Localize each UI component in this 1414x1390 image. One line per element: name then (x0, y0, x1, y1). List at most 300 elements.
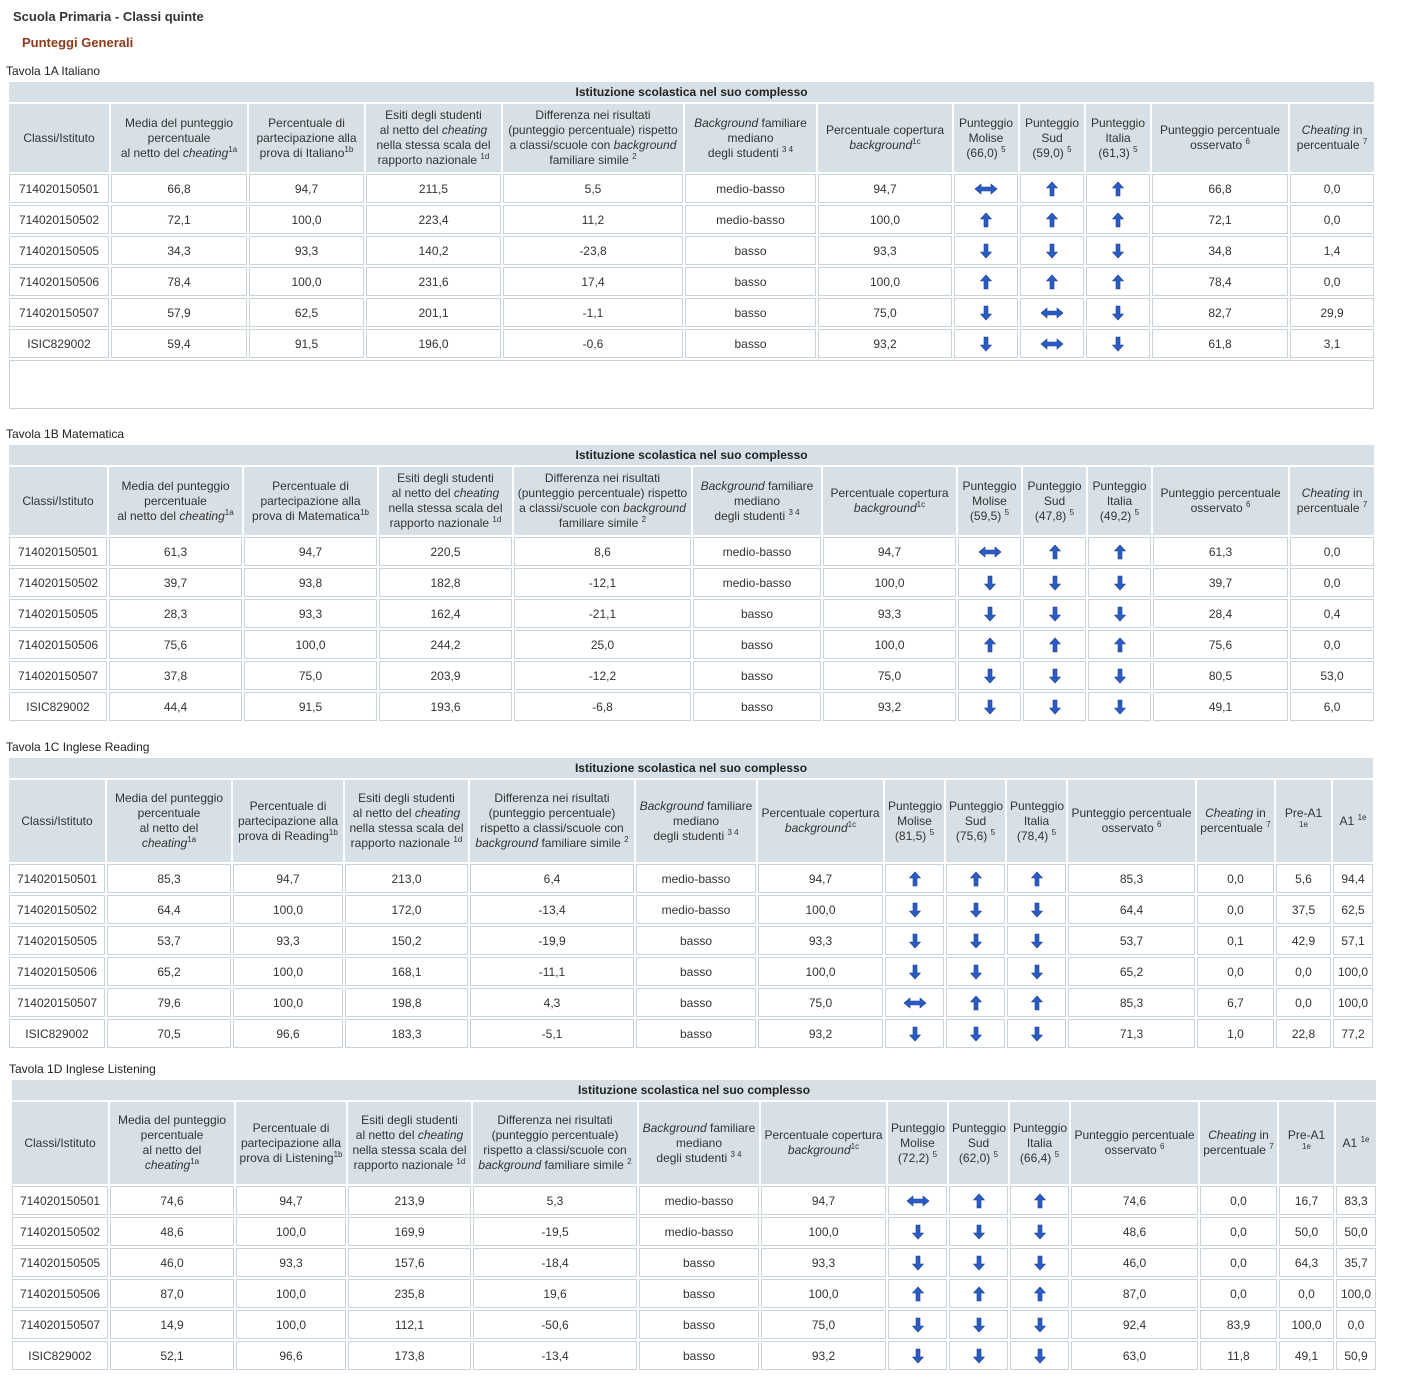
row-label: ISIC829002 (12, 1341, 108, 1370)
value-cell: 0,0 (1290, 630, 1374, 659)
trend-cell (954, 298, 1018, 327)
column-header[interactable]: Punteggio percentuale osservato $^6$ (1071, 1102, 1198, 1184)
trend-cell (946, 864, 1005, 893)
value-cell: 213,0 (345, 864, 468, 893)
value-cell: 75,0 (823, 661, 956, 690)
arrow-up-icon (1114, 637, 1126, 653)
value-cell: -19,9 (470, 926, 634, 955)
column-header[interactable]: Punteggio Sud (75,6) $^5$ (946, 780, 1005, 862)
column-header[interactable]: Pre-A1 $^{1e}$ (1279, 1102, 1334, 1184)
value-cell: 94,7 (818, 174, 952, 203)
table-row (9, 537, 1374, 566)
value-cell: 0,0 (1200, 1279, 1277, 1308)
row-label: ISIC829002 (9, 692, 107, 721)
column-header[interactable]: Background familiare mediano degli studenti $^{3 4}$ (639, 1102, 759, 1184)
column-header[interactable]: Punteggio Italia (61,3) $^5$ (1086, 104, 1150, 172)
column-header[interactable]: Punteggio Molise (66,0) $^5$ (954, 104, 1018, 172)
value-cell: 168,1 (345, 957, 468, 986)
value-cell: 100,0 (1333, 988, 1373, 1017)
value-cell: 203,9 (379, 661, 512, 690)
value-cell: 80,5 (1153, 661, 1288, 690)
trend-cell (1086, 329, 1150, 358)
table-row (9, 988, 1373, 1017)
trend-cell (1020, 267, 1084, 296)
trend-cell (958, 630, 1021, 659)
table-row (9, 329, 1374, 358)
value-cell: 11,2 (503, 205, 683, 234)
value-cell: 83,3 (1336, 1186, 1376, 1215)
trend-cell (1020, 329, 1084, 358)
column-header[interactable]: Media del punteggio percentuale al netto del cheating$^{1a}$ (110, 1102, 234, 1184)
arrow-down-icon (1034, 1348, 1046, 1364)
column-header[interactable]: Esiti degli studenti al netto del cheating nella stessa scala del rapporto nazionale $^{1d}$ (348, 1102, 471, 1184)
value-cell: 48,6 (1071, 1217, 1198, 1246)
column-header[interactable]: Punteggio Sud (59,0) $^5$ (1020, 104, 1084, 172)
value-cell: 94,7 (249, 174, 364, 203)
arrow-down-icon (970, 1026, 982, 1042)
arrow-left-right-icon (1040, 307, 1064, 319)
row-label: 714020150501 (12, 1186, 108, 1215)
value-cell: 96,6 (233, 1019, 343, 1048)
table-row (9, 661, 1374, 690)
value-cell: 63,0 (1071, 1341, 1198, 1370)
arrow-down-icon (1112, 305, 1124, 321)
trend-cell (946, 895, 1005, 924)
row-label: ISIC829002 (9, 1019, 105, 1048)
value-cell: 49,1 (1153, 692, 1288, 721)
column-header[interactable]: Pre-A1 $^{1e}$ (1276, 780, 1331, 862)
column-header[interactable]: Punteggio percentuale osservato $^6$ (1152, 104, 1288, 172)
value-cell: 244,2 (379, 630, 512, 659)
column-header[interactable]: A1 $^{1e}$ (1336, 1102, 1376, 1184)
value-cell: 75,0 (761, 1310, 886, 1339)
arrow-up-icon (1112, 212, 1124, 228)
trend-cell (958, 537, 1021, 566)
value-cell: 19,6 (473, 1279, 637, 1308)
value-cell: 85,3 (1068, 864, 1195, 893)
trend-cell (954, 267, 1018, 296)
column-header[interactable]: Percentuale copertura background$^{1c}$ (823, 467, 956, 535)
column-header[interactable]: Punteggio Molise (59,5) $^5$ (958, 467, 1021, 535)
trend-cell (885, 1019, 944, 1048)
value-cell: basso (639, 1248, 759, 1277)
row-label: 714020150507 (12, 1310, 108, 1339)
value-cell: 93,3 (249, 236, 364, 265)
arrow-down-icon (909, 902, 921, 918)
value-cell: medio-basso (693, 537, 821, 566)
value-cell: 39,7 (109, 568, 242, 597)
trend-cell (1088, 661, 1151, 690)
table-section-matematica (5, 425, 1376, 723)
column-header[interactable]: Percentuale di partecipazione alla prova di Italiano$^{1b}$ (249, 104, 364, 172)
table-row (12, 1186, 1376, 1215)
arrow-down-icon (912, 1255, 924, 1271)
column-header[interactable]: Percentuale di partecipazione alla prova di Listening$^{1b}$ (236, 1102, 346, 1184)
arrow-down-icon (984, 699, 996, 715)
arrow-down-icon (1112, 243, 1124, 259)
column-header[interactable]: Background familiare mediano degli studenti $^{3 4}$ (685, 104, 816, 172)
value-cell: 53,7 (107, 926, 231, 955)
value-cell: 29,9 (1290, 298, 1374, 327)
value-cell: -1,1 (503, 298, 683, 327)
value-cell: 25,0 (514, 630, 691, 659)
arrow-up-icon (984, 637, 996, 653)
value-cell: 0,0 (1197, 957, 1274, 986)
trend-cell (1010, 1186, 1069, 1215)
value-cell: 0,0 (1276, 957, 1331, 986)
trend-cell (949, 1310, 1008, 1339)
value-cell: 75,6 (109, 630, 242, 659)
value-cell: 1,4 (1290, 236, 1374, 265)
table-row (9, 236, 1374, 265)
value-cell: 53,7 (1068, 926, 1195, 955)
table-row (9, 599, 1374, 628)
value-cell: 0,0 (1290, 205, 1374, 234)
trend-cell (1007, 926, 1066, 955)
trend-cell (1007, 988, 1066, 1017)
value-cell: 100,0 (823, 568, 956, 597)
row-label: 714020150506 (9, 630, 107, 659)
value-cell: 94,7 (823, 537, 956, 566)
arrow-up-icon (980, 274, 992, 290)
trend-cell (1086, 236, 1150, 265)
value-cell: 93,8 (244, 568, 377, 597)
value-cell: 39,7 (1153, 568, 1288, 597)
value-cell: 0,0 (1290, 267, 1374, 296)
arrow-down-icon (1114, 575, 1126, 591)
value-cell: 0,0 (1200, 1186, 1277, 1215)
value-cell: 94,7 (236, 1186, 346, 1215)
value-cell: 0,0 (1276, 988, 1331, 1017)
row-label: 714020150502 (9, 205, 109, 234)
table-row (9, 864, 1373, 893)
value-cell: 93,2 (758, 1019, 883, 1048)
arrow-down-icon (912, 1224, 924, 1240)
column-header[interactable]: Punteggio Italia (49,2) $^5$ (1088, 467, 1151, 535)
column-header[interactable]: Punteggio Molise (81,5) $^5$ (885, 780, 944, 862)
value-cell: 162,4 (379, 599, 512, 628)
value-cell: 150,2 (345, 926, 468, 955)
column-header[interactable]: Classi/Istituto (9, 104, 109, 172)
arrow-down-icon (1049, 606, 1061, 622)
arrow-up-icon (1046, 212, 1058, 228)
value-cell: 74,6 (1071, 1186, 1198, 1215)
value-cell: -12,2 (514, 661, 691, 690)
arrow-up-icon (1049, 544, 1061, 560)
arrow-down-icon (912, 1317, 924, 1333)
table-row (9, 267, 1374, 296)
value-cell: basso (639, 1341, 759, 1370)
row-label: 714020150507 (9, 298, 109, 327)
value-cell: 87,0 (110, 1279, 234, 1308)
arrow-down-icon (1049, 575, 1061, 591)
table-title: Tavola 1B Matematica (6, 427, 125, 441)
arrow-up-icon (1031, 871, 1043, 887)
value-cell: basso (636, 926, 756, 955)
table-row (9, 1019, 1373, 1048)
trend-cell (1023, 630, 1086, 659)
row-label: 714020150501 (9, 174, 109, 203)
value-cell: 44,4 (109, 692, 242, 721)
value-cell: 16,7 (1279, 1186, 1334, 1215)
trend-cell (1086, 267, 1150, 296)
value-cell: 100,0 (818, 205, 952, 234)
column-header[interactable]: Cheating in percentuale $^7$ (1200, 1102, 1277, 1184)
value-cell: -18,4 (473, 1248, 637, 1277)
value-cell: 52,1 (110, 1341, 234, 1370)
column-header[interactable]: Media del punteggio percentuale al netto del cheating$^{1a}$ (109, 467, 242, 535)
arrow-down-icon (984, 575, 996, 591)
trend-cell (1086, 205, 1150, 234)
value-cell: 0,0 (1279, 1279, 1334, 1308)
value-cell: medio-basso (639, 1186, 759, 1215)
value-cell: 93,2 (823, 692, 956, 721)
value-cell: 53,0 (1290, 661, 1374, 690)
trend-cell (1007, 1019, 1066, 1048)
table-row (9, 174, 1374, 203)
value-cell: -23,8 (503, 236, 683, 265)
column-header[interactable]: Classi/Istituto (12, 1102, 108, 1184)
trend-cell (1088, 630, 1151, 659)
table-section-listening (8, 1060, 1378, 1372)
arrow-down-icon (973, 1255, 985, 1271)
value-cell: medio-basso (685, 205, 816, 234)
arrow-up-icon (970, 995, 982, 1011)
value-cell: 100,0 (1279, 1310, 1334, 1339)
column-header[interactable]: Media del punteggio percentuale al netto del cheating$^{1a}$ (111, 104, 247, 172)
column-header[interactable]: A1 $^{1e}$ (1333, 780, 1373, 862)
value-cell: 61,3 (109, 537, 242, 566)
row-label: ISIC829002 (9, 329, 109, 358)
value-cell: 93,3 (236, 1248, 346, 1277)
table-row (12, 1279, 1376, 1308)
column-header[interactable]: Esiti degli studenti al netto del cheating nella stessa scala del rapporto nazionale $^{1d}$ (345, 780, 468, 862)
value-cell: 100,0 (236, 1310, 346, 1339)
value-cell: 100,0 (761, 1279, 886, 1308)
arrow-up-icon (1049, 637, 1061, 653)
column-header[interactable]: Media del punteggio percentuale al netto del cheating$^{1a}$ (107, 780, 231, 862)
trend-cell (1010, 1341, 1069, 1370)
scores-table (7, 80, 1376, 411)
table-row (12, 1248, 1376, 1277)
column-header[interactable]: Percentuale copertura background$^{1c}$ (758, 780, 883, 862)
arrow-left-right-icon (978, 546, 1002, 558)
trend-cell (885, 957, 944, 986)
value-cell: 140,2 (366, 236, 501, 265)
value-cell: 17,4 (503, 267, 683, 296)
column-header[interactable]: Background familiare mediano degli studenti $^{3 4}$ (693, 467, 821, 535)
value-cell: 78,4 (1152, 267, 1288, 296)
table-row (9, 692, 1374, 721)
column-header[interactable]: Punteggio Sud (47,8) $^5$ (1023, 467, 1086, 535)
value-cell: 61,3 (1153, 537, 1288, 566)
value-cell: 1,0 (1197, 1019, 1274, 1048)
trend-cell (949, 1341, 1008, 1370)
value-cell: basso (685, 298, 816, 327)
trend-cell (885, 926, 944, 955)
trend-cell (958, 568, 1021, 597)
value-cell: 96,6 (236, 1341, 346, 1370)
column-header[interactable]: Esiti degli studenti al netto del cheating nella stessa scala del rapporto nazionale $^{1d}$ (379, 467, 512, 535)
arrow-up-icon (912, 1286, 924, 1302)
row-label: 714020150501 (9, 537, 107, 566)
arrow-down-icon (973, 1317, 985, 1333)
value-cell: 46,0 (110, 1248, 234, 1277)
value-cell: 72,1 (111, 205, 247, 234)
value-cell: 91,5 (249, 329, 364, 358)
value-cell: 211,5 (366, 174, 501, 203)
row-label: 714020150505 (9, 236, 109, 265)
value-cell: medio-basso (639, 1217, 759, 1246)
value-cell: 62,5 (249, 298, 364, 327)
arrow-down-icon (1031, 964, 1043, 980)
arrow-down-icon (1049, 699, 1061, 715)
column-header[interactable]: Classi/Istituto (9, 467, 107, 535)
trend-cell (958, 692, 1021, 721)
column-header[interactable]: Cheating in percentuale $^7$ (1290, 467, 1374, 535)
column-header[interactable]: Percentuale copertura background$^{1c}$ (761, 1102, 886, 1184)
group-header: Istituzione scolastica nel suo complesso (9, 758, 1373, 778)
column-header[interactable]: Esiti degli studenti al netto del cheating nella stessa scala del rapporto nazionale $^{1d}$ (366, 104, 501, 172)
value-cell: 100,0 (233, 988, 343, 1017)
value-cell: 93,3 (818, 236, 952, 265)
value-cell: 64,3 (1279, 1248, 1334, 1277)
table-title: Tavola 1A Italiano (6, 64, 101, 78)
table-row (9, 630, 1374, 659)
value-cell: 0,0 (1200, 1217, 1277, 1246)
column-header[interactable]: Cheating in percentuale $^7$ (1197, 780, 1274, 862)
trend-cell (954, 205, 1018, 234)
table-title: Tavola 1C Inglese Reading (6, 740, 150, 754)
value-cell: 0,0 (1290, 537, 1374, 566)
value-cell: 172,0 (345, 895, 468, 924)
arrow-down-icon (909, 933, 921, 949)
arrow-left-right-icon (1040, 338, 1064, 350)
value-cell: basso (639, 1279, 759, 1308)
table-row (12, 1341, 1376, 1370)
value-cell: 28,3 (109, 599, 242, 628)
value-cell: 183,3 (345, 1019, 468, 1048)
value-cell: medio-basso (693, 568, 821, 597)
row-label: 714020150506 (12, 1279, 108, 1308)
value-cell: 100,0 (761, 1217, 886, 1246)
value-cell: -19,5 (473, 1217, 637, 1246)
trend-cell (885, 864, 944, 893)
arrow-down-icon (909, 964, 921, 980)
arrow-down-icon (970, 964, 982, 980)
value-cell: 100,0 (818, 267, 952, 296)
trend-cell (888, 1310, 947, 1339)
trend-cell (1010, 1217, 1069, 1246)
trend-cell (1023, 599, 1086, 628)
column-header[interactable]: Punteggio Italia (66,4) $^5$ (1010, 1102, 1069, 1184)
value-cell: 100,0 (758, 957, 883, 986)
arrow-up-icon (1046, 181, 1058, 197)
column-header[interactable]: Differenza nei risultati (punteggio percentuale) rispetto a classi/scuole con background familiare simile $^2$ (473, 1102, 637, 1184)
trend-cell (888, 1341, 947, 1370)
value-cell: 91,5 (244, 692, 377, 721)
value-cell: 182,8 (379, 568, 512, 597)
value-cell: 70,5 (107, 1019, 231, 1048)
column-header[interactable]: Background familiare mediano degli studenti $^{3 4}$ (636, 780, 756, 862)
arrow-down-icon (1031, 1026, 1043, 1042)
arrow-up-icon (980, 212, 992, 228)
value-cell: 100,0 (236, 1217, 346, 1246)
column-header[interactable]: Punteggio Sud (62,0) $^5$ (949, 1102, 1008, 1184)
column-header[interactable]: Punteggio Molise (72,2) $^5$ (888, 1102, 947, 1184)
value-cell: -21,1 (514, 599, 691, 628)
trend-cell (949, 1279, 1008, 1308)
trend-cell (885, 895, 944, 924)
value-cell: 85,3 (107, 864, 231, 893)
trend-cell (1010, 1279, 1069, 1308)
value-cell: 72,1 (1152, 205, 1288, 234)
group-header: Istituzione scolastica nel suo complesso (12, 1080, 1376, 1100)
value-cell: 112,1 (348, 1310, 471, 1339)
arrow-down-icon (1114, 699, 1126, 715)
column-header[interactable]: Differenza nei risultati (punteggio percentuale) rispetto a classi/scuole con background familiare simile $^2$ (470, 780, 634, 862)
column-header[interactable]: Differenza nei risultati (punteggio percentuale) rispetto a classi/scuole con background familiare simile $^2$ (514, 467, 691, 535)
value-cell: 62,5 (1333, 895, 1373, 924)
column-header[interactable]: Cheating in percentuale $^7$ (1290, 104, 1374, 172)
column-header[interactable]: Percentuale di partecipazione alla prova di Matematica$^{1b}$ (244, 467, 377, 535)
value-cell: 0,0 (1197, 895, 1274, 924)
value-cell: -5,1 (470, 1019, 634, 1048)
value-cell: basso (639, 1310, 759, 1339)
value-cell: 93,3 (233, 926, 343, 955)
trend-cell (888, 1217, 947, 1246)
value-cell: 75,0 (818, 298, 952, 327)
value-cell: 85,3 (1068, 988, 1195, 1017)
trend-cell (1020, 174, 1084, 203)
column-header[interactable]: Punteggio Italia (78,4) $^5$ (1007, 780, 1066, 862)
trend-cell (949, 1248, 1008, 1277)
trend-cell (1086, 298, 1150, 327)
value-cell: 78,4 (111, 267, 247, 296)
value-cell: 93,2 (761, 1341, 886, 1370)
trend-cell (954, 174, 1018, 203)
value-cell: 6,0 (1290, 692, 1374, 721)
table-section-italiano (5, 62, 1376, 411)
value-cell: 8,6 (514, 537, 691, 566)
trend-cell (954, 236, 1018, 265)
value-cell: -13,4 (473, 1341, 637, 1370)
value-cell: 94,7 (233, 864, 343, 893)
column-header[interactable]: Punteggio percentuale osservato $^6$ (1153, 467, 1288, 535)
table-row (9, 205, 1374, 234)
row-label: 714020150502 (9, 568, 107, 597)
arrow-up-icon (970, 871, 982, 887)
empty-notes-row (9, 360, 1374, 409)
trend-cell (949, 1217, 1008, 1246)
column-header[interactable]: Classi/Istituto (9, 780, 105, 862)
value-cell: -0,6 (503, 329, 683, 358)
value-cell: 93,3 (244, 599, 377, 628)
value-cell: basso (636, 988, 756, 1017)
row-label: 714020150502 (9, 895, 105, 924)
column-header[interactable]: Percentuale copertura background$^{1c}$ (818, 104, 952, 172)
column-header[interactable]: Percentuale di partecipazione alla prova di Reading$^{1b}$ (233, 780, 343, 862)
row-label: 714020150507 (9, 988, 105, 1017)
column-header[interactable]: Differenza nei risultati (punteggio percentuale) rispetto a classi/scuole con background familiare simile $^2$ (503, 104, 683, 172)
value-cell: 57,1 (1333, 926, 1373, 955)
value-cell: 34,8 (1152, 236, 1288, 265)
value-cell: basso (636, 957, 756, 986)
value-cell: 0,0 (1197, 864, 1274, 893)
value-cell: 5,3 (473, 1186, 637, 1215)
arrow-down-icon (984, 668, 996, 684)
column-header[interactable]: Punteggio percentuale osservato $^6$ (1068, 780, 1195, 862)
